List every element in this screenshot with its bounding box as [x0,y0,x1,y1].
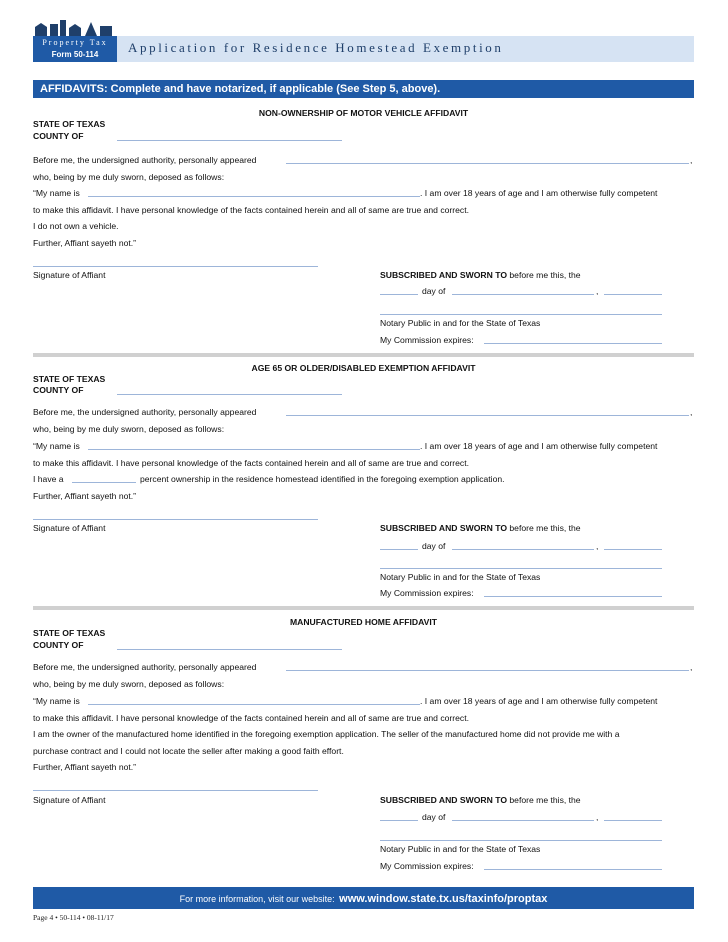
notary-signature-line[interactable] [380,568,662,569]
county-label: COUNTY OF [33,640,84,650]
subscribed-bold: SUBSCRIBED AND SWORN TO [380,795,508,805]
commission-field[interactable] [484,596,662,597]
day-of-text: day of [422,541,446,551]
commission-label: My Commission expires: [380,335,474,345]
day-of-text: day of [422,812,446,822]
signature-line[interactable] [33,519,318,520]
affiant-name-field[interactable] [286,415,689,416]
sworn-text: who, being by me duly sworn, deposed as follows: [33,424,225,434]
day-field[interactable] [380,294,418,295]
day-field[interactable] [380,549,418,550]
subscribed-bold: SUBSCRIBED AND SWORN TO [380,270,508,280]
notary-signature-line[interactable] [380,314,662,315]
statement-pre-text: I have a [33,474,64,484]
month-field[interactable] [452,820,594,821]
buildings-icon [33,18,117,38]
comma: , [690,407,693,417]
month-field[interactable] [452,549,594,550]
subscribed-text [380,523,581,534]
further-text: Further, Affiant sayeth not.” [33,491,137,501]
year-field[interactable] [604,820,662,821]
day-field[interactable] [380,820,418,821]
knowledge-text: to make this affidavit. I have personal knowledge of the facts contained herein and all of same are true and correct. [33,205,469,215]
comma: , [690,662,693,672]
form-number: Form 50-114 [51,50,99,59]
footer-bar [33,887,694,909]
statement-line2-text: purchase contract and I could not locate the seller after making a good faith effort. [33,746,344,756]
before-me-text: Before me, the undersigned authority, personally appeared [33,662,257,672]
year-field[interactable] [604,294,662,295]
affiant-name-field[interactable] [286,163,689,164]
further-text: Further, Affiant sayeth not.” [33,762,137,772]
notary-label: Notary Public in and for the State of Texas [380,844,541,854]
before-me-text: Before me, the undersigned authority, personally appeared [33,407,257,417]
state-label: STATE OF TEXAS [33,628,106,638]
comma: , [596,286,599,296]
state-label: STATE OF TEXAS [33,374,106,384]
signature-line[interactable] [33,790,318,791]
subscribed-rest: before me this, the [509,270,581,280]
day-of-text: day of [422,286,446,296]
my-name-field[interactable] [88,449,420,450]
page-footer: Page 4 • 50-114 • 08-11/17 [33,913,114,922]
signature-label: Signature of Affiant [33,795,106,805]
year-field[interactable] [604,549,662,550]
statement-line1-text: I am the owner of the manufactured home identified in the foregoing exemption application. The seller of the manufactured home did not provide me with a [33,729,620,739]
statement-post-text: percent ownership in the residence homestead identified in the foregoing exemption application. [140,474,505,484]
section-title: MANUFACTURED HOME AFFIDAVIT [289,617,438,627]
comma: , [596,541,599,551]
affidavits-banner: AFFIDAVITS: Complete and have notarized, if applicable (See Step 5, above). [33,80,694,98]
commission-field[interactable] [484,343,662,344]
section-title: NON-OWNERSHIP OF MOTOR VEHICLE AFFIDAVIT [258,108,469,118]
notary-label: Notary Public in and for the State of Texas [380,572,541,582]
month-field[interactable] [452,294,594,295]
comma: , [596,812,599,822]
subscribed-rest: before me this, the [509,523,581,533]
subscribed-rest: before me this, the [509,795,581,805]
percent-field[interactable] [72,482,136,483]
statement-text: I do not own a vehicle. [33,221,119,231]
county-label: COUNTY OF [33,385,84,395]
over-18-text: . I am over 18 years of age and I am otherwise fully competent [420,188,658,198]
section-title: AGE 65 OR OLDER/DISABLED EXEMPTION AFFIDAVIT [251,363,476,373]
county-field[interactable] [117,649,342,650]
further-text: Further, Affiant sayeth not.” [33,238,137,248]
subscribed-text [380,270,581,281]
subscribed-bold: SUBSCRIBED AND SWORN TO [380,523,508,533]
my-name-text: “My name is [33,188,80,198]
section-divider [33,606,694,610]
website-link[interactable]: www.window.state.tx.us/taxinfo/proptax [339,893,548,905]
footer-label: For more information, visit our website: [179,894,335,904]
commission-label: My Commission expires: [380,588,474,598]
commission-field[interactable] [484,869,662,870]
over-18-text: . I am over 18 years of age and I am otherwise fully competent [420,441,658,451]
sworn-text: who, being by me duly sworn, deposed as follows: [33,172,225,182]
county-label: COUNTY OF [33,131,84,141]
sworn-text: who, being by me duly sworn, deposed as follows: [33,679,225,689]
knowledge-text: to make this affidavit. I have personal knowledge of the facts contained herein and all of same are true and correct. [33,713,469,723]
signature-label: Signature of Affiant [33,270,106,280]
affiant-name-field[interactable] [286,670,689,671]
subscribed-text [380,795,581,806]
knowledge-text: to make this affidavit. I have personal knowledge of the facts contained herein and all of same are true and correct. [33,458,469,468]
my-name-text: “My name is [33,441,80,451]
county-field[interactable] [117,394,342,395]
comma: , [690,155,693,165]
signature-line[interactable] [33,266,318,267]
notary-label: Notary Public in and for the State of Texas [380,318,541,328]
form-id-box [33,36,117,62]
my-name-text: “My name is [33,696,80,706]
over-18-text: . I am over 18 years of age and I am otherwise fully competent [420,696,658,706]
signature-label: Signature of Affiant [33,523,106,533]
property-tax-label: Property Tax [42,38,108,47]
section-divider [33,353,694,357]
notary-signature-line[interactable] [380,840,662,841]
my-name-field[interactable] [88,196,420,197]
form-title: Application for Residence Homestead Exemption [128,40,504,55]
my-name-field[interactable] [88,704,420,705]
state-label: STATE OF TEXAS [33,119,106,129]
before-me-text: Before me, the undersigned authority, personally appeared [33,155,257,165]
commission-label: My Commission expires: [380,861,474,871]
county-field[interactable] [117,140,342,141]
